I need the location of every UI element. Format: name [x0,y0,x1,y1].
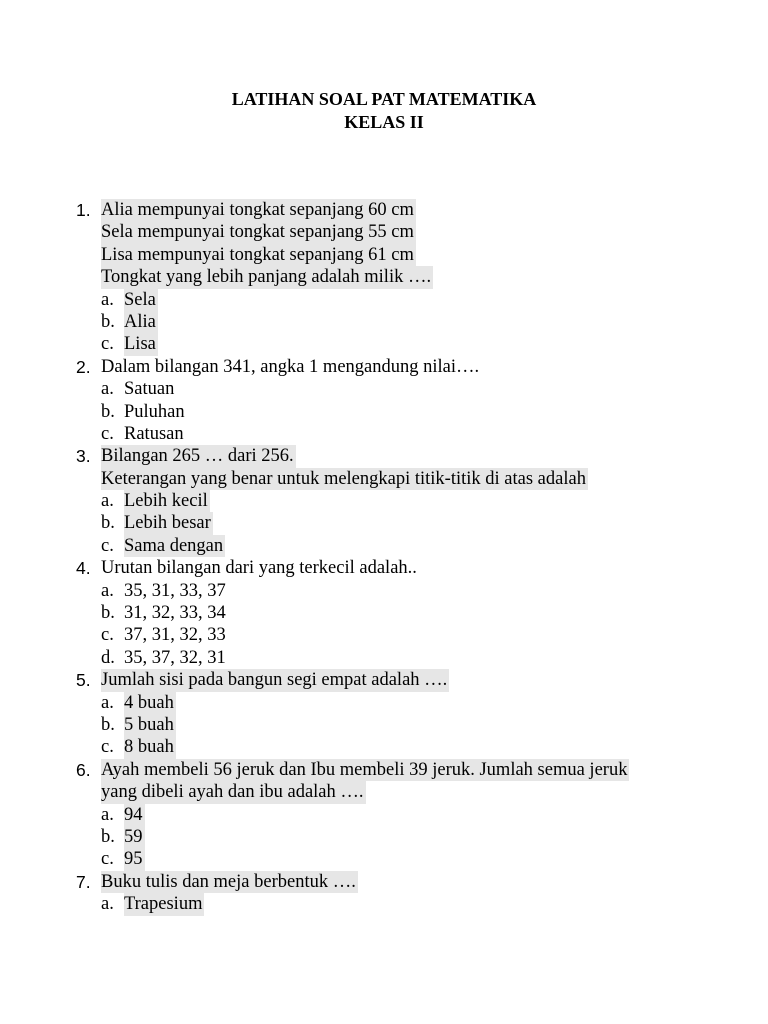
question-number: 1. [76,200,91,220]
question-line [0,759,768,781]
option-label: a. [101,692,114,713]
question-text: Sela mempunyai tongkat sepanjang 55 cm [101,222,414,243]
question-line [0,557,768,579]
option-text: Ratusan [124,423,184,444]
question-line [0,266,768,288]
answer-option [0,692,768,714]
option-label: b. [101,714,115,735]
question-text: Ayah membeli 56 jeruk dan Ibu membeli 39 jeruk. Jumlah semua jeruk [101,759,628,780]
answer-option [0,311,768,333]
question-number: 5. [76,670,91,691]
question-item [0,445,768,557]
question-item [0,759,768,871]
option-label: a. [101,580,114,601]
question-item [0,669,768,759]
option-label: b. [101,311,115,332]
question-item [0,871,768,916]
option-label: b. [101,603,115,624]
question-text: Dalam bilangan 341, angka 1 mengandung nilai…. [101,356,480,377]
option-text: Lebih kecil [124,491,208,512]
option-label: c. [101,535,114,556]
question-list [0,199,768,916]
answer-option [0,423,768,445]
question-line [0,199,768,221]
question-line [0,445,768,467]
option-text: 4 buah [124,692,174,713]
option-text: 37, 31, 32, 33 [124,625,226,646]
answer-option [0,289,768,311]
question-line [0,781,768,803]
option-text: 94 [124,804,143,825]
question-number: 2. [76,356,91,377]
answer-option [0,804,768,826]
question-text: Keterangan yang benar untuk melengkapi titik-titik di atas adalah [101,468,586,489]
option-label: c. [101,625,114,646]
question-number: 6. [76,759,91,780]
option-label: b. [101,513,115,534]
question-number: 4. [76,558,91,579]
document-header [0,88,768,134]
answer-option [0,736,768,758]
answer-option [0,714,768,736]
option-label: b. [101,401,115,422]
answer-option [0,826,768,848]
answer-option [0,378,768,400]
question-text: Alia mempunyai tongkat sepanjang 60 cm [101,200,414,220]
option-label: a. [101,491,114,512]
document-title: LATIHAN SOAL PAT MATEMATIKA [231,89,537,109]
option-label: c. [101,849,114,870]
option-text: 35, 37, 32, 31 [124,647,226,668]
question-item [0,356,768,446]
option-label: a. [101,379,114,400]
option-text: 35, 31, 33, 37 [124,580,226,601]
option-text: Satuan [124,379,175,400]
option-label: c. [101,423,114,444]
answer-option [0,624,768,646]
question-item [0,557,768,669]
question-number: 3. [76,446,91,467]
option-label: c. [101,334,114,355]
question-number: 7. [76,871,91,892]
question-line [0,221,768,243]
answer-option [0,401,768,423]
answer-option [0,602,768,624]
question-line [0,244,768,266]
option-label: d. [101,647,115,668]
option-text: Alia [124,311,156,332]
option-label: a. [101,894,114,915]
option-label: c. [101,737,114,758]
answer-option [0,647,768,669]
document-subtitle: KELAS II [344,112,424,132]
answer-option [0,580,768,602]
answer-option [0,512,768,534]
option-text: Puluhan [124,401,185,422]
option-text: 8 buah [124,737,174,758]
answer-option [0,893,768,915]
question-text: Buku tulis dan meja berbentuk …. [101,871,356,892]
question-line [0,669,768,691]
option-text: Lisa [124,334,156,355]
answer-option [0,490,768,512]
question-line [0,468,768,490]
question-text: Tongkat yang lebih panjang adalah milik …. [101,267,432,288]
question-text: yang dibeli ayah dan ibu adalah …. [101,782,364,803]
answer-option [0,535,768,557]
option-text: Sama dengan [124,535,224,556]
question-item [0,199,768,356]
question-text: Lisa mempunyai tongkat sepanjang 61 cm [101,244,414,265]
question-line [0,356,768,378]
option-text: Lebih besar [124,513,211,534]
answer-option [0,333,768,355]
question-text: Bilangan 265 … dari 256. [101,446,294,467]
question-line [0,871,768,893]
option-text: 95 [124,849,143,870]
option-text: Trapesium [124,894,203,915]
option-text: 59 [124,826,143,847]
question-text: Jumlah sisi pada bangun segi empat adalah …. [101,670,448,691]
answer-option [0,848,768,870]
option-text: 31, 32, 33, 34 [124,603,226,624]
option-label: b. [101,826,115,847]
option-label: a. [101,804,114,825]
question-text: Urutan bilangan dari yang terkecil adalah.. [101,558,417,579]
option-text: 5 buah [124,714,174,735]
option-label: a. [101,289,114,310]
option-text: Sela [124,289,156,310]
